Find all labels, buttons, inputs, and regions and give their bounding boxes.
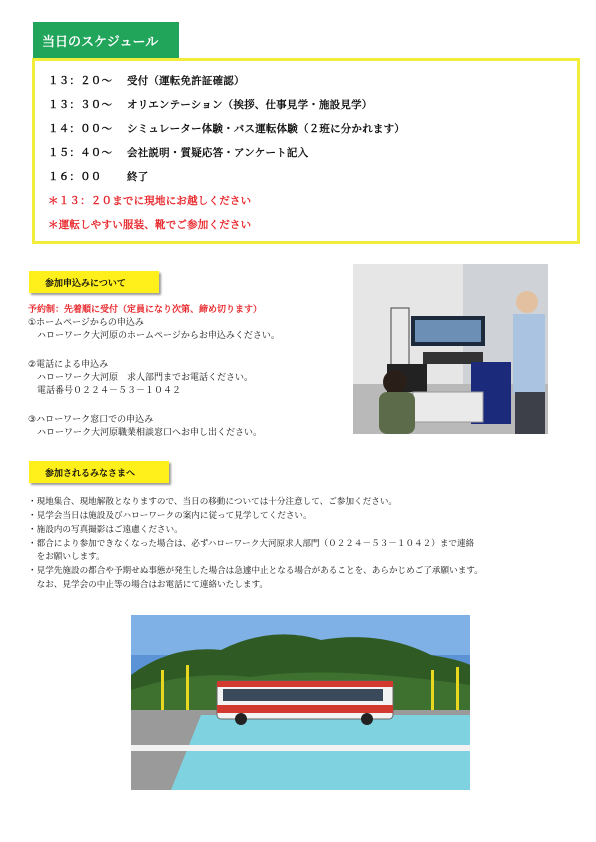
schedule-desc: シミュレーター体験・バス運転体験（２班に分かれます）	[127, 123, 405, 135]
notice-line: ・見学先施設の都合や予期せぬ事態が発生した場合は急遽中止となる場合があることを、あらかじめご了承願います。	[28, 566, 483, 576]
schedule-time: １５：４０～	[48, 147, 113, 159]
schedule-note: ＊１３：２０までに現地にお越しください	[48, 195, 252, 207]
schedule-time: １３：３０～	[48, 99, 113, 111]
phone-number: 電話番号０２２４－５３－１０４２	[28, 386, 182, 396]
simulator-photo	[353, 264, 548, 434]
bus-photo	[131, 615, 470, 790]
schedule-time: １６：００	[48, 171, 102, 183]
registration-line: ハローワーク大河原職業相談窓口へお申し出ください。	[28, 428, 263, 438]
reservation-note: 予約制：先着順に受付（定員になり次第、締め切ります）	[28, 305, 263, 315]
schedule-note: ＊運転しやすい服装、靴でご参加ください	[48, 219, 252, 231]
schedule-time: １４：００～	[48, 123, 113, 135]
schedule-desc: 終了	[127, 171, 149, 183]
registration-line: ハローワーク大河原のホームページからお申込みください。	[28, 331, 280, 341]
registration-line: ③ハローワーク窓口での申込み	[28, 415, 154, 425]
schedule-row	[48, 145, 308, 160]
notice-line: ・施設内の写真撮影はご遠慮ください。	[28, 525, 183, 535]
registration-title: 参加申込みについて	[29, 271, 159, 293]
registration-line: ①ホームページからの申込み	[28, 318, 144, 328]
notice-line: ・都合により参加できなくなった場合は、必ずハローワーク大河原求人部門（０２２４－５３－１０４２）まで連絡	[28, 539, 475, 549]
notice-line: をお願いします。	[28, 552, 105, 562]
notice-line: ・現地集合、現地解散となりますので、当日の移動については十分注意して、ご参加ください。	[28, 497, 398, 507]
schedule-title: 当日のスケジュール	[33, 22, 179, 59]
schedule-row	[48, 169, 148, 184]
schedule-row	[48, 97, 372, 112]
registration-line: ハローワーク大河原 求人部門までお電話ください。	[28, 373, 254, 383]
participants-title: 参加されるみなさまへ	[29, 461, 169, 483]
schedule-desc: 受付（運転免許証確認）	[127, 75, 245, 87]
schedule-time: １３：２０～	[48, 75, 113, 87]
schedule-desc: オリエンテーション（挨拶、仕事見学・施設見学）	[127, 99, 373, 111]
notice-line: ・見学会当日は施設及びハローワークの案内に従って見学してください。	[28, 511, 312, 521]
schedule-box	[32, 58, 580, 244]
notice-line: なお、見学会の中止等の場合はお電話にて連絡いたします。	[28, 580, 268, 590]
registration-line: ②電話による申込み	[28, 360, 109, 370]
schedule-desc: 会社説明・質疑応答・アンケート記入	[127, 147, 309, 159]
schedule-row	[48, 121, 405, 136]
schedule-row	[48, 73, 245, 88]
